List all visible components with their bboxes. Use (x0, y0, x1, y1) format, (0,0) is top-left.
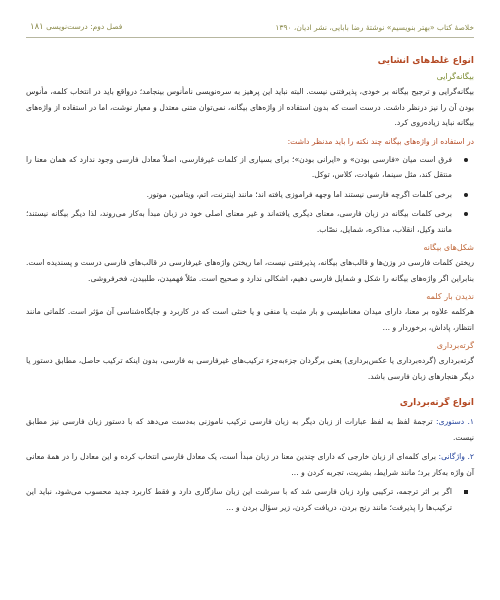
running-header (26, 22, 474, 38)
chapter-header (26, 22, 122, 32)
foreign-words-list (26, 152, 474, 238)
book-title-header: خلاصهٔ کتاب «بهتر بنویسیم» نوشتهٔ رضا بابایی، نشر ادیان، ۱۳۹۰ (275, 22, 474, 32)
section-title-writing-errors: انواع غلط‌های انشایی (377, 56, 474, 66)
item-text: ترجمهٔ لفظ به لفظ عبارات از زبان دیگر به زبان فارسی ترکیب ناموزنی به‌دست می‌دهد که با دستور زبان فارسی نیز مطابق نیست. (26, 417, 474, 442)
subheading-calque: گرته‌برداری (436, 341, 474, 350)
paragraph-calque: گرته‌برداری (گرده‌برداری یا عکس‌برداری) یعنی برگردان جزءبه‌جزء ترکیب‌های غیرفارسی به فارسی، بدون اینکه ترکیب حاصل، مطابق دستور یا دیگر هنجارهای زبان فارسی باشد. (26, 356, 474, 381)
numbered-item-lexical (26, 449, 474, 480)
chapter-label: فصل دوم: درست‌نویسی (46, 22, 123, 31)
subheading-foreignism: بیگانه‌گرایی (436, 72, 474, 81)
paragraph-foreignism: بیگانه‌گرایی و ترجیح بیگانه بر خودی، پذیرفتنی نیست. البته نباید این پرهیز به سره‌نویسی نامأنوس بینجامد؛ درواقع باید در انتخاب کلمه، مأنوس بودن آن را نیز درنظر داشت. درست است که بدون استفاده از واژه‌های بیگانه، نمی‌توان متنی معتدل و معیار نوشت، اما در استفاده از واژه‌های بیگانه نباید زیاده‌روی کرد. (26, 87, 474, 127)
list-item: برخی کلمات اگرچه فارسی نیستند اما وجهه فراموزی یافته اند؛ مانند اینترنت، اتم، ویتامین، موتور. (26, 187, 452, 203)
paragraph-word-load: هرکلمه علاوه بر معنا، دارای میدان مغناطیسی و بار مثبت یا منفی و یا خنثی است که در کاربرد و جایگاه‌شناسی آن مؤثر است. کلماتی مانند انتظار، پاداش، برخوردار و … (26, 307, 474, 332)
lead-foreign-words: در استفاده از واژه‌های بیگانه چند نکته را باید مدنظر داشت: (287, 136, 474, 146)
subheading-foreign-forms: شکل‌های بیگانه (423, 243, 474, 252)
item-key: ۱. دستوری: (436, 417, 474, 426)
list-item: فرق است میان «فارسی بودن» و «ایرانی بودن»؛ برای بسیاری از کلمات غیرفارسی، اصلاً معادل فارسی وجود ندارد که همان معنا را منتقل کند، مثل سینما، شهادت، کلاس، توکل. (26, 152, 452, 183)
paragraph-foreign-forms: ریختن کلمات فارسی در وزن‌ها و قالب‌های بیگانه، پذیرفتنی نیست، اما ریختن واژه‌های غیرفارسی در قالب‌های فارسی درست و پسندیده است. بنابراین اگر واژه‌های بیگانه را شکل و شمایل فارسی دهیم، اشکالی ندارد و صحیح است. مثلاً فهمیدن، طلبیدن، فخرفروشی. (26, 258, 474, 283)
list-item: اگر بر اثر ترجمه، ترکیبی وارد زبان فارسی شد که با سرشت این زبان سازگاری دارد و فقط کاربرد جدید محسوب می‌شود، نباید این ترکیب‌ها را پذیرفت؛ مانند رنج بردن، دریافت کردن، زیر سؤال بردن و … (26, 484, 452, 515)
list-item: برخی کلمات بیگانه در زبان فارسی، معنای دیگری یافته‌اند و غیر معنای اصلی خود در زبان مبدأ به‌کار می‌روند، لذا دیگر بیگانه نیستند؛ مانند وکیل، انقلاب، مذاکره، شمایل، نصّاب. (26, 206, 452, 237)
section-title-calque-types: انواع گرته‌برداری (399, 398, 474, 408)
subheading-word-load: ندیدن بار کلمه (426, 292, 474, 301)
calque-note-list (26, 484, 474, 515)
numbered-item-grammatical (26, 414, 474, 445)
page-number: ۱۸۱ (30, 22, 44, 32)
item-text: برای کلمه‌ای از زبان خارجی که دارای چندین معنا در زبان مبدأ است، یک معادل فارسی انتخاب کرده و این معادل را در همهٔ معانی آن واژه به‌کار برد؛ مانند شرایط، بشریت، تجربه کردن و … (26, 452, 474, 477)
item-key: ۲. واژگانی: (438, 452, 474, 461)
